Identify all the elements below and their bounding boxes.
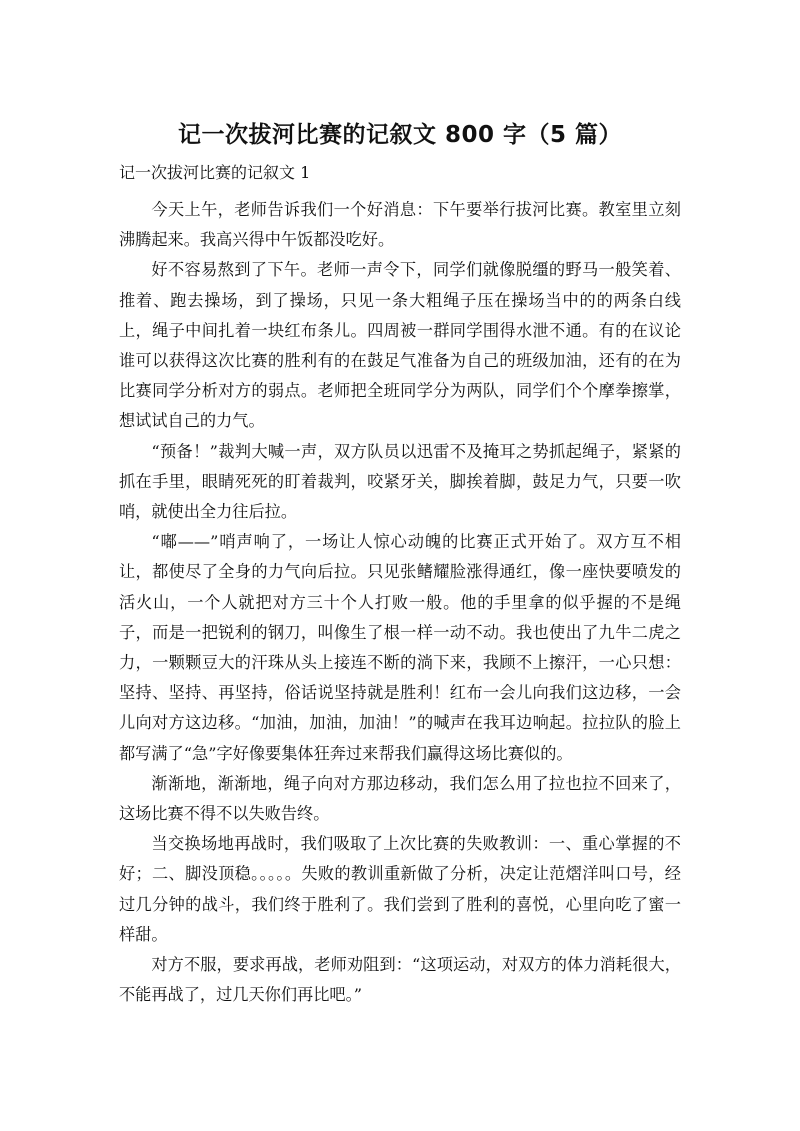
document-title: 记一次拔河比赛的记叙文 800 字（5 篇）: [177, 122, 623, 148]
essay-heading: 记一次拔河比赛的记叙文 1: [119, 163, 311, 182]
paragraph: “嘟——”哨声响了，一场让人惊心动魄的比赛正式开始了。双方互不相让，都使尽了全身的力气向后拉。只见张鳍耀脸涨得通红，像一座快要喷发的活火山，一个人就把对方三十个人打败一般。他的手里拿的似乎握的不是绳子，而是一把锐利的钢刀，叫像生了根一样一动不动。我也使出了九牛二虎之力，一颗颗豆大的汗珠从头上接连不断的淌下来，我顾不上擦汗，一心只想：坚持、坚持、再坚持，俗话说坚持就是胜利！红布一会儿向我们这边移，一会儿向对方这边移。“加油，加油，加油！”的喊声在我耳边响起。拉拉队的脸上都写满了“急”字好像要集体狂奔过来帮我们赢得这场比赛似的。: [119, 532, 681, 763]
paragraph: 渐渐地，渐渐地，绳子向对方那边移动，我们怎么用了拉也拉不回来了，这场比赛不得不以失败告终。: [119, 773, 681, 824]
essay-body: [119, 195, 681, 1010]
paragraph: 对方不服，要求再战，老师劝阻到：“这项运动，对双方的体力消耗很大，不能再战了，过几天你们再比吧。”: [119, 955, 681, 1005]
paragraph: 今天上午，老师告诉我们一个好消息：下午要举行拔河比赛。教室里立刻沸腾起来。我高兴得中午饭都没吃好。: [119, 200, 681, 250]
paragraph: 当交换场地再战时，我们吸取了上次比赛的失败教训：一、重心掌握的不好；二、脚没顶稳。。。。。失败的教训重新做了分析，决定让范熠洋叫口号，经过几分钟的战斗，我们终于胜利了。我们尝到了胜利的喜悦，心里向吃了蜜一样甜。: [119, 834, 681, 944]
paragraph: 好不容易熬到了下午。老师一声令下，同学们就像脱缰的野马一般笑着、推着、跑去操场，到了操场，只见一条大粗绳子压在操场当中的的两条白线上，绳子中间扎着一块红布条儿。四周被一群同学围得水泄不通。有的在议论谁可以获得这次比赛的胜利有的在鼓足气准备为自己的班级加油，还有的在为比赛同学分析对方的弱点。老师把全班同学分为两队，同学们个个摩拳擦掌，想试试自己的力气。: [119, 260, 681, 431]
paragraph: “预备！”裁判大喊一声，双方队员以迅雷不及掩耳之势抓起绳子，紧紧的抓在手里，眼睛死死的盯着裁判，咬紧牙关，脚挨着脚，鼓足力气，只要一吹哨，就使出全力往后拉。: [119, 441, 681, 522]
